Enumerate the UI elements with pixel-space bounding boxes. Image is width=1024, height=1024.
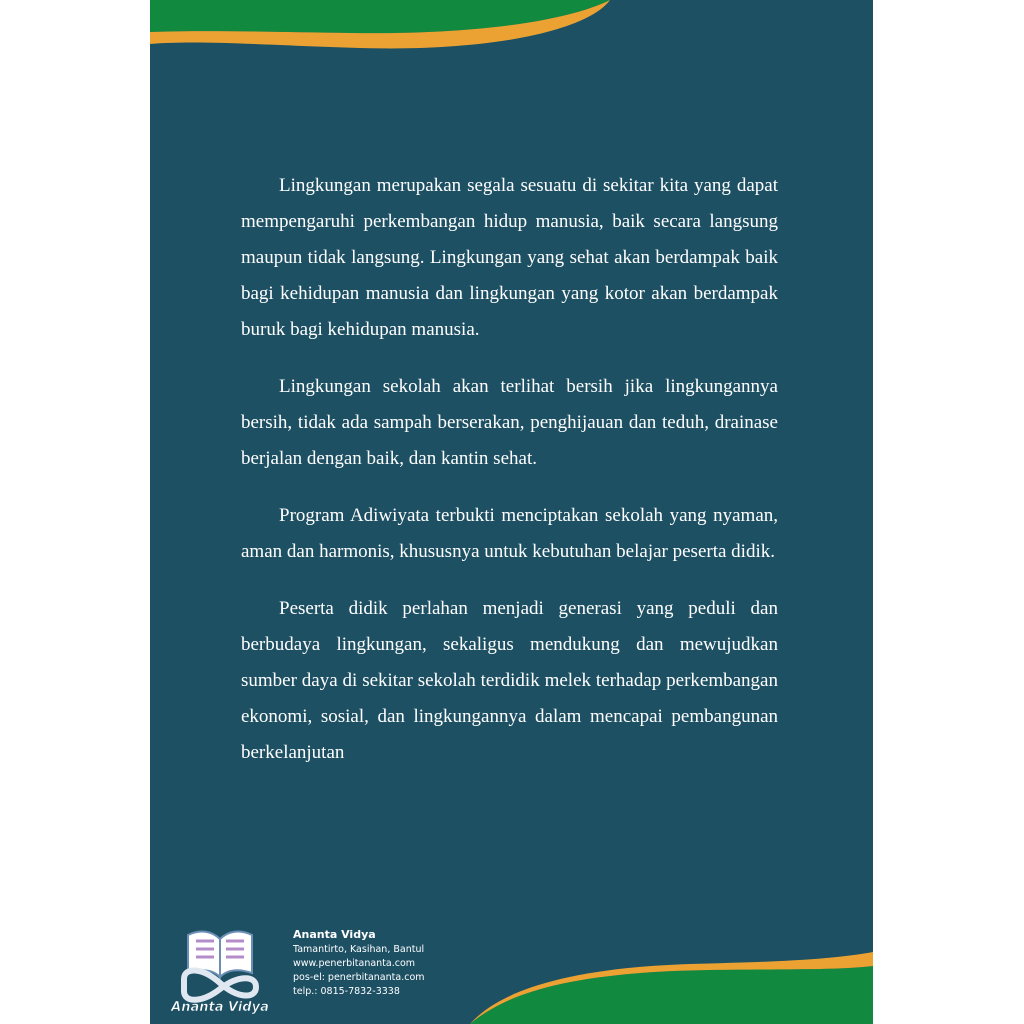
svg-text:Ananta Vidya: Ananta Vidya xyxy=(171,1000,269,1015)
publisher-website: www.penerbitananta.com xyxy=(293,958,416,969)
publisher-phone: telp.: 0815-7832-3338 xyxy=(293,986,400,997)
bottom-wave-decoration xyxy=(150,940,873,1024)
back-cover-blurb xyxy=(241,168,778,792)
publisher-email: pos-el: penerbitananta.com xyxy=(293,972,425,983)
top-wave-decoration xyxy=(150,0,873,70)
blurb-paragraph-4: Peserta didik perlahan menjadi generasi yang peduli dan berbudaya lingkungan, sekaligus mendukung dan mewujudkan sumber daya di sekitar sekolah terdidik melek terhadap perkembangan ekonomi, sosial, dan lingkungannya dalam mencapai pembangunan berkelanjutan xyxy=(241,598,778,763)
blurb-paragraph-2: Lingkungan sekolah akan terlihat bersih jika lingkungannya bersih, tidak ada sampah berserakan, penghijauan dan teduh, drainase berjalan dengan baik, dan kantin sehat. xyxy=(241,376,778,469)
back-cover xyxy=(150,0,873,1024)
publisher-name: Ananta Vidya xyxy=(293,928,376,941)
blurb-paragraph-3: Program Adiwiyata terbukti menciptakan sekolah yang nyaman, aman dan harmonis, khususnya untuk kebutuhan belajar peserta didik. xyxy=(241,505,778,562)
blurb-paragraph-1: Lingkungan merupakan segala sesuatu di sekitar kita yang dapat mempengaruhi perkembangan hidup manusia, baik secara langsung maupun tidak langsung. Lingkungan yang sehat akan berdampak baik bagi kehidupan manusia dan lingkungan yang kotor akan berdampak buruk bagi kehidupan manusia. xyxy=(241,175,778,340)
publisher-address: Tamantirto, Kasihan, Bantul xyxy=(293,944,425,955)
